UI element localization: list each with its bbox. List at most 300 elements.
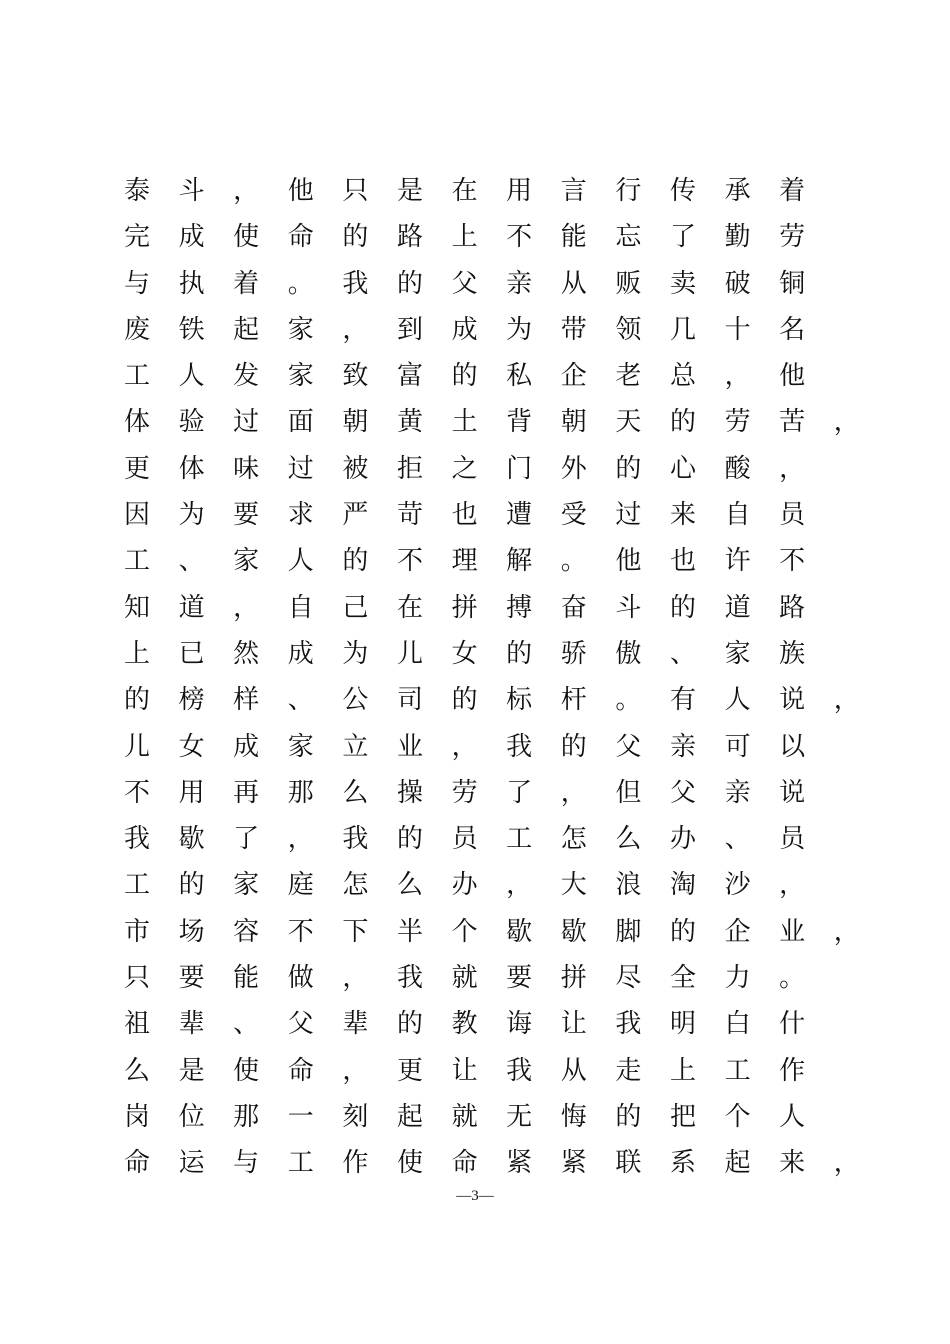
text-line [0,168,950,214]
text-glyph: 执 [178,268,205,299]
text-glyph: 说 [779,685,806,716]
text-glyph: 过 [287,453,314,484]
text-glyph: 成 [233,731,260,762]
text-glyph: 诲 [506,1009,533,1040]
text-glyph: 发 [233,361,260,392]
text-glyph: 自 [724,500,751,531]
text-glyph: 做 [287,963,314,994]
text-glyph: 路 [779,592,806,623]
text-glyph: 以 [779,731,806,762]
text-glyph: 理 [451,546,478,577]
text-glyph: 严 [342,500,369,531]
text-glyph: 么 [123,1055,150,1086]
text-glyph: 为 [342,638,369,669]
text-glyph: 路 [396,222,423,253]
text-line [0,631,950,677]
text-glyph: 。 [287,268,314,299]
text-glyph: 人 [178,361,205,392]
text-glyph: 不 [779,546,806,577]
text-glyph: 铜 [779,268,806,299]
text-glyph: 上 [123,638,150,669]
text-glyph: ， [342,314,369,345]
text-glyph: 让 [451,1055,478,1086]
text-glyph: ， [833,407,860,438]
text-glyph: 成 [178,222,205,253]
text-glyph: 过 [615,500,642,531]
text-glyph: ， [833,916,860,947]
text-glyph: 工 [123,870,150,901]
text-glyph: 白 [724,1009,751,1040]
text-glyph: 什 [779,1009,806,1040]
text-glyph: 背 [506,407,533,438]
text-glyph: 作 [779,1055,806,1086]
text-glyph: 拼 [560,963,587,994]
text-glyph: 体 [123,407,150,438]
text-glyph: 员 [779,500,806,531]
text-glyph: 家 [287,361,314,392]
text-glyph: 亲 [506,268,533,299]
text-glyph: 容 [233,916,260,947]
text-glyph: 家 [287,314,314,345]
text-glyph: 使 [396,1148,423,1179]
text-glyph: 企 [724,916,751,947]
text-glyph: 走 [615,1055,642,1086]
text-glyph: 只 [342,176,369,206]
text-glyph: 、 [178,546,205,577]
text-glyph: 大 [560,870,587,901]
text-glyph: 个 [724,1101,751,1132]
text-glyph: 上 [669,1055,696,1086]
text-glyph: 体 [178,453,205,484]
text-glyph: 企 [560,361,587,392]
text-glyph: 天 [615,407,642,438]
text-glyph: 无 [506,1101,533,1132]
text-glyph: 我 [506,731,533,762]
text-glyph: 味 [233,453,260,484]
text-glyph: 一 [287,1101,314,1132]
text-glyph: 有 [669,685,696,716]
text-glyph: ， [342,963,369,994]
text-glyph: 榜 [178,685,205,716]
text-glyph: 求 [287,500,314,531]
text-glyph: 也 [669,546,696,577]
text-glyph: ， [287,824,314,855]
text-glyph: 破 [724,268,751,299]
text-glyph: 我 [396,963,423,994]
text-glyph: 儿 [123,731,150,762]
text-glyph: 的 [669,916,696,947]
text-glyph: 工 [287,1148,314,1179]
text-glyph: 刻 [342,1101,369,1132]
text-glyph: 办 [669,824,696,855]
text-glyph: 家 [233,870,260,901]
text-glyph: 教 [451,1009,478,1040]
text-glyph: 亲 [669,731,696,762]
text-line [0,1001,950,1047]
text-glyph: 道 [178,592,205,623]
text-glyph: 土 [451,407,478,438]
text-glyph: 的 [451,685,478,716]
text-glyph: 作 [342,1148,369,1179]
text-glyph: 致 [342,361,369,392]
text-glyph: 已 [178,638,205,669]
text-glyph: ， [833,1148,860,1179]
text-glyph: 悔 [560,1101,587,1132]
text-glyph: 从 [560,1055,587,1086]
text-glyph: 的 [669,407,696,438]
text-glyph: 个 [451,916,478,947]
text-glyph: ， [724,361,751,392]
text-glyph: 是 [396,176,423,206]
text-glyph: 辈 [178,1009,205,1040]
text-glyph: 命 [451,1148,478,1179]
text-glyph: 说 [779,777,806,808]
text-glyph: ， [560,777,587,808]
text-glyph: 勤 [724,222,751,253]
text-glyph: 面 [287,407,314,438]
text-line [0,492,950,538]
text-line [0,724,950,770]
text-glyph: 公 [342,685,369,716]
text-glyph: 人 [287,546,314,577]
text-glyph: 的 [123,685,150,716]
text-glyph: 的 [615,1101,642,1132]
text-glyph: 更 [396,1055,423,1086]
text-line [0,862,950,908]
text-glyph: 祖 [123,1009,150,1040]
text-line [0,538,950,584]
text-glyph: 苦 [779,407,806,438]
text-glyph: 上 [451,222,478,253]
text-glyph: 来 [779,1148,806,1179]
text-glyph: 那 [287,777,314,808]
text-line [0,399,950,445]
text-glyph: 怎 [342,870,369,901]
text-line [0,1094,950,1140]
text-glyph: 联 [615,1148,642,1179]
text-glyph: 贩 [615,268,642,299]
text-glyph: 员 [779,824,806,855]
text-glyph: 知 [123,592,150,623]
text-glyph: 位 [178,1101,205,1132]
text-glyph: 过 [233,407,260,438]
text-glyph: 人 [724,685,751,716]
text-glyph: 能 [233,963,260,994]
text-glyph: 被 [342,453,369,484]
text-glyph: 不 [396,546,423,577]
text-glyph: 员 [451,824,478,855]
text-line [0,307,950,353]
body-text [0,168,950,1187]
text-glyph: 拒 [396,453,423,484]
text-glyph: 行 [615,176,642,206]
text-glyph: 酸 [724,453,751,484]
text-glyph: 言 [560,176,587,206]
text-glyph: 使 [233,1055,260,1086]
text-glyph: 立 [342,731,369,762]
text-glyph: 然 [233,638,260,669]
text-glyph: 起 [233,314,260,345]
page-number: —3— [456,1188,494,1204]
text-glyph: 父 [287,1009,314,1040]
text-glyph: 领 [615,314,642,345]
text-glyph: 之 [451,453,478,484]
text-glyph: 在 [396,592,423,623]
text-glyph: 劳 [724,407,751,438]
text-glyph: 与 [123,268,150,299]
text-glyph: 业 [396,731,423,762]
text-glyph: 沙 [724,870,751,901]
text-glyph: 可 [724,731,751,762]
text-glyph: 么 [615,824,642,855]
text-glyph: 歇 [560,916,587,947]
text-glyph: 浪 [615,870,642,901]
text-glyph: ， [779,870,806,901]
text-glyph: 系 [669,1148,696,1179]
text-glyph: 苛 [396,500,423,531]
text-glyph: 朝 [342,407,369,438]
text-glyph: 女 [178,731,205,762]
text-glyph: 奋 [560,592,587,623]
text-glyph: 的 [396,268,423,299]
text-glyph: 用 [506,176,533,206]
text-glyph: 场 [178,916,205,947]
text-glyph: 了 [506,777,533,808]
text-glyph: 让 [560,1009,587,1040]
text-glyph: 承 [724,176,751,206]
text-glyph: 骄 [560,638,587,669]
text-glyph: 也 [451,500,478,531]
text-glyph: 许 [724,546,751,577]
text-glyph: 更 [123,453,150,484]
text-glyph: 是 [178,1055,205,1086]
text-glyph: ， [233,592,260,623]
text-glyph: 心 [669,453,696,484]
text-glyph: 忘 [615,222,642,253]
text-glyph: 我 [123,824,150,855]
text-glyph: 工 [724,1055,751,1086]
text-glyph: 与 [233,1148,260,1179]
text-glyph: 的 [669,592,696,623]
text-glyph: 工 [506,824,533,855]
text-glyph: 。 [560,546,587,577]
text-glyph: 传 [669,176,696,206]
text-line [0,585,950,631]
text-glyph: 。 [779,963,806,994]
text-glyph: 力 [724,963,751,994]
text-glyph: 工 [123,546,150,577]
text-glyph: 族 [779,638,806,669]
text-glyph: 废 [123,314,150,345]
text-glyph: 不 [287,916,314,947]
text-glyph: 办 [451,870,478,901]
text-glyph: 的 [615,453,642,484]
text-glyph: 人 [779,1101,806,1132]
text-glyph: 解 [506,546,533,577]
text-glyph: 命 [287,1055,314,1086]
text-glyph: 女 [451,638,478,669]
text-glyph: 不 [123,777,150,808]
text-glyph: 的 [451,361,478,392]
text-glyph: 杆 [560,685,587,716]
text-glyph: 斗 [615,592,642,623]
text-glyph: 门 [506,453,533,484]
text-glyph: 他 [779,361,806,392]
text-line [0,353,950,399]
text-line [0,261,950,307]
text-glyph: 斗 [178,176,205,206]
text-glyph: 的 [506,638,533,669]
text-glyph: 歇 [506,916,533,947]
text-glyph: 完 [123,222,150,253]
text-glyph: 着 [233,268,260,299]
text-glyph: 成 [451,314,478,345]
text-glyph: 的 [396,1009,423,1040]
text-glyph: 但 [615,777,642,808]
text-glyph: 在 [451,176,478,206]
text-glyph: 遭 [506,500,533,531]
text-glyph: 司 [396,685,423,716]
text-glyph: 的 [342,546,369,577]
text-glyph: 外 [560,453,587,484]
text-line [0,677,950,723]
text-glyph: 起 [724,1148,751,1179]
text-glyph: 业 [779,916,806,947]
text-glyph: 成 [287,638,314,669]
text-glyph: 了 [669,222,696,253]
text-glyph: ， [779,453,806,484]
text-glyph: 亲 [724,777,751,808]
text-glyph: 市 [123,916,150,947]
text-glyph: 了 [233,824,260,855]
text-glyph: 要 [178,963,205,994]
text-glyph: 验 [178,407,205,438]
text-glyph: 劳 [779,222,806,253]
text-glyph: 。 [615,685,642,716]
text-glyph: 家 [724,638,751,669]
text-glyph: 淘 [669,870,696,901]
text-glyph: 我 [342,268,369,299]
text-glyph: 我 [342,824,369,855]
text-glyph: 使 [233,222,260,253]
text-glyph: ， [342,1055,369,1086]
text-glyph: 搏 [506,592,533,623]
text-glyph: 自 [287,592,314,623]
text-glyph: 用 [178,777,205,808]
text-glyph: 的 [342,222,369,253]
text-line [0,446,950,492]
text-glyph: 我 [506,1055,533,1086]
text-glyph: ， [451,731,478,762]
text-glyph: 道 [724,592,751,623]
text-glyph: 父 [615,731,642,762]
text-glyph: 下 [342,916,369,947]
text-glyph: 脚 [615,916,642,947]
text-glyph: 就 [451,1101,478,1132]
text-glyph: 的 [178,870,205,901]
text-glyph: 家 [233,546,260,577]
text-glyph: 起 [396,1101,423,1132]
text-glyph: 岗 [123,1101,150,1132]
text-glyph: 父 [451,268,478,299]
text-line [0,214,950,260]
text-glyph: 操 [396,777,423,808]
text-glyph: 卖 [669,268,696,299]
text-glyph: 己 [342,592,369,623]
text-glyph: 到 [396,314,423,345]
text-glyph: 半 [396,916,423,947]
text-glyph: 全 [669,963,696,994]
text-glyph: 命 [287,222,314,253]
text-glyph: 因 [123,500,150,531]
text-glyph: 老 [615,361,642,392]
text-glyph: 么 [342,777,369,808]
text-glyph: 要 [506,963,533,994]
text-glyph: ， [833,685,860,716]
text-glyph: 那 [233,1101,260,1132]
text-glyph: 尽 [615,963,642,994]
text-glyph: 明 [669,1009,696,1040]
text-glyph: 名 [779,314,806,345]
text-glyph: 、 [287,685,314,716]
text-glyph: 要 [233,500,260,531]
text-glyph: 、 [724,824,751,855]
text-glyph: 儿 [396,638,423,669]
text-glyph: 朝 [560,407,587,438]
text-glyph: 紧 [560,1148,587,1179]
text-glyph: 他 [287,176,314,206]
text-glyph: 的 [396,824,423,855]
text-glyph: 劳 [451,777,478,808]
text-glyph: 带 [560,314,587,345]
text-glyph: 么 [396,870,423,901]
text-glyph: 十 [724,314,751,345]
text-glyph: 能 [560,222,587,253]
text-line [0,909,950,955]
text-glyph: 、 [669,638,696,669]
text-glyph: 运 [178,1148,205,1179]
text-glyph: 命 [123,1148,150,1179]
text-glyph: 家 [287,731,314,762]
text-glyph: 庭 [287,870,314,901]
text-glyph: 为 [178,500,205,531]
text-glyph: 辈 [342,1009,369,1040]
text-glyph: 几 [669,314,696,345]
text-glyph: 不 [506,222,533,253]
text-glyph: 就 [451,963,478,994]
text-line [0,1048,950,1094]
text-glyph: 样 [233,685,260,716]
text-glyph: 工 [123,361,150,392]
text-glyph: 傲 [615,638,642,669]
text-glyph: 他 [615,546,642,577]
text-glyph: 私 [506,361,533,392]
text-line [0,816,950,862]
text-glyph: 、 [233,1009,260,1040]
text-glyph: 把 [669,1101,696,1132]
text-glyph: 父 [669,777,696,808]
text-glyph: 为 [506,314,533,345]
text-glyph: 标 [506,685,533,716]
text-line [0,1140,950,1186]
text-glyph: 再 [233,777,260,808]
text-line [0,770,950,816]
text-line [0,955,950,1001]
text-glyph: 黄 [396,407,423,438]
text-glyph: 我 [615,1009,642,1040]
text-glyph: 铁 [178,314,205,345]
text-glyph: 怎 [560,824,587,855]
